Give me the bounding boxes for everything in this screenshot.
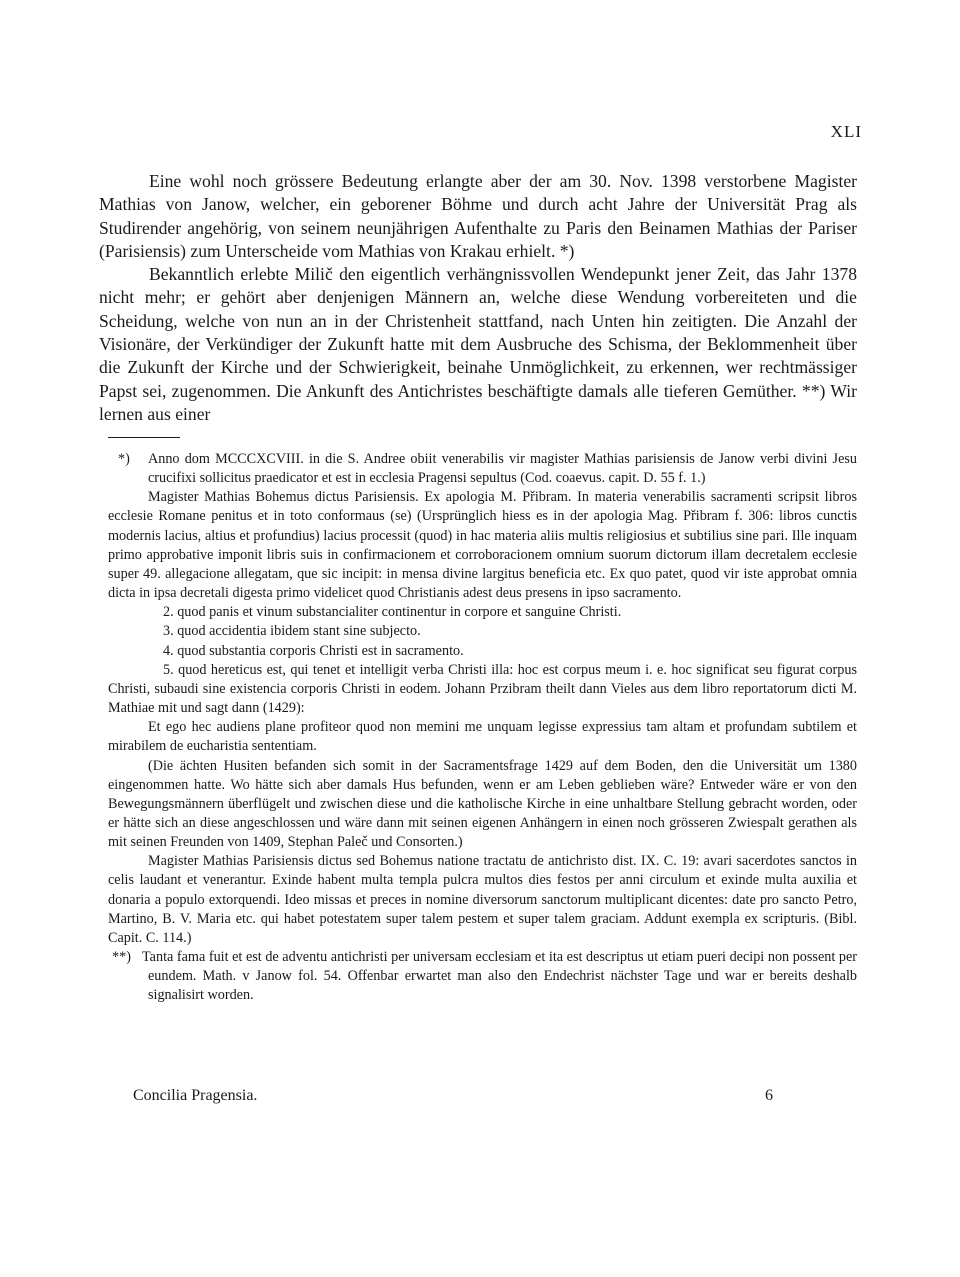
footnote-marker: **): [112, 949, 131, 966]
footnote-1: [108, 450, 857, 488]
page-footer: [133, 1087, 773, 1105]
page-number: XLI: [830, 122, 862, 141]
footnote-list-item: 2. quod panis et vinum substancialiter continentur in corpore et sanguine Christi.: [163, 604, 622, 621]
footnote-marker: *): [118, 451, 130, 467]
footnote-text: Tanta fama fuit et est de adventu antichristi per universam ecclesiam et ita est descriptus ut etiam pueri decipi non possent per eundem. Math. v Janow fol. 54. Offenbar erwartet man also den Endechrist nächster Tage und war er bereits deshalb signalisirt worden.: [142, 949, 857, 1004]
signature-mark: 6: [765, 1087, 773, 1104]
footnote-list-item: 5. quod hereticus est, qui tenet et intelligit verba Christi illa: hoc est corpus meum i. e. hoc significat seu figurat corpus Christi, subaudi sine existencia corporis Christi in eodem. Johann Przibram theilt dann Vieles aus dem libro reportatorum dicti M. Mathiae mit und sagt dann (1429):: [108, 661, 857, 717]
footnote-paragraph: Magister Mathias Bohemus dictus Parisiensis. Ex apologia M. Přibram. In materia venerabilis sacramenti scripsit libros ecclesie Romane penitus et in toto conformaus (se) (Ursprünglich hiess es in der apologia Mag. Přibram f. 306: libros cunctis modernis lacius, altius et profundius) lacius processit (quod) in hac materia aliis multis religiosius et subtilius sine pari. Ille inquam primo approbative imponit libris suis in confirmacionem et corroboracionem omnium suorum dictorum illam decretalem ecclesie super 49. allegacione allegatam, que sic incipit: in mensa divine largitus beneficia etc. Ex quo patet, quod vir iste approbat omnia dicta in ipsa decretali digesta primo videlicet quod Christianis adest deus presens in ipso sacramento.: [108, 489, 857, 602]
footnote-parenthetical: (Die ächten Husiten befanden sich somit in der Sacramentsfrage 1429 auf dem Boden, den die Universität um 1380 eingenommen hatte. Wo hätte sich aber damals Hus befunden, wenn er am Leben geblieben wäre? Entweder wäre er von den Bewegungsmännern überflügelt und zwischen diese und die katholische Kirche in eine unhaltbare Stellung gebracht worden, oder er hätte sich an diese angeschlossen und wäre dann mit seinen eigenen Anhängern in einen noch grösseren Zwiespalt gerathen als mit seinen Freunden von 1409, Stephan Paleč und Consorten.): [108, 757, 857, 851]
footnote-list-item: 4. quod substantia corporis Christi est in sacramento.: [163, 642, 464, 659]
footnote-separator: [108, 437, 180, 438]
footnote-quote: Et ego hec audiens plane profiteor quod non memini me unquam legisse expressius tam altam et profundam subtilem et mirabilem de eucharistia sententiam.: [108, 719, 857, 755]
footnote-list-item: 3. quod accidentia ibidem stant sine subjecto.: [163, 623, 421, 640]
main-paragraph: Eine wohl noch grössere Bedeutung erlangte aber der am 30. Nov. 1398 verstorbene Magister Mathias von Janow, welcher, ein geborener Böhme und durch acht Jahre der Universität Prag als Studirender angehörig, von seinem neunjährigen Aufenthalte zu Paris den Beinamen Mathias der Pariser (Parisiensis) zum Unterscheide vom Mathias von Krakau erhielt. *): [99, 171, 857, 261]
main-text: [99, 170, 857, 426]
footnote-text: Anno dom MCCCXCVIII. in die S. Andree obiit venerabilis vir magister Mathias parisiensis de Janow verbi divini Jesu crucifixi sollicitus praedicator et est in ecclesia Pragensi sepultus (Cod. coaevus. capit. D. 55 f. 1.): [148, 451, 857, 487]
footer-title: Concilia Pragensia.: [133, 1087, 258, 1104]
main-paragraph: Bekanntlich erlebte Milič den eigentlich verhängnissvollen Wendepunkt jener Zeit, das Jahr 1378 nicht mehr; er gehört aber denjenigen Männern an, welche diese Wendung vorbereiteten und die Scheidung, welche von nun an in der Christenheit stattfand, nach Unten hin zeitigten. Die Anzahl der Visionäre, der Verkündiger der Zukunft hatte mit dem Ausbruche des Schisma, der Beklommenheit über die Zukunft der Kirche und der Schwierigkeit, beinahe Unmöglichkeit, zu erkennen, wer rechtmässiger Papst sei, zugenommen. Die Ankunft des Antichristes beschäftigte damals alle tieferen Gemüther. **) Wir lernen aus einer: [99, 264, 857, 424]
footnotes: [108, 450, 857, 1006]
footnote-2: [108, 948, 857, 1005]
footnote-paragraph: Magister Mathias Parisiensis dictus sed Bohemus natione tractatu de antichristo dist. IX. C. 19: avari sacerdotes sanctos in celis laudant et venerantur. Exinde habent multa templa pulcra multos dies festos per anni circulum et exinde multa auxilia et donaria a populo extorquendi. Ideo missas et preces in nomine diversorum sanctorum multiplicant dicentes: date pro sancto Petro, Martino, B. V. Maria etc. qui habet potestatem super talem pestem et super talem graciam. Addunt exempla ex scripturis. (Bibl. Capit. C. 114.): [108, 853, 857, 946]
